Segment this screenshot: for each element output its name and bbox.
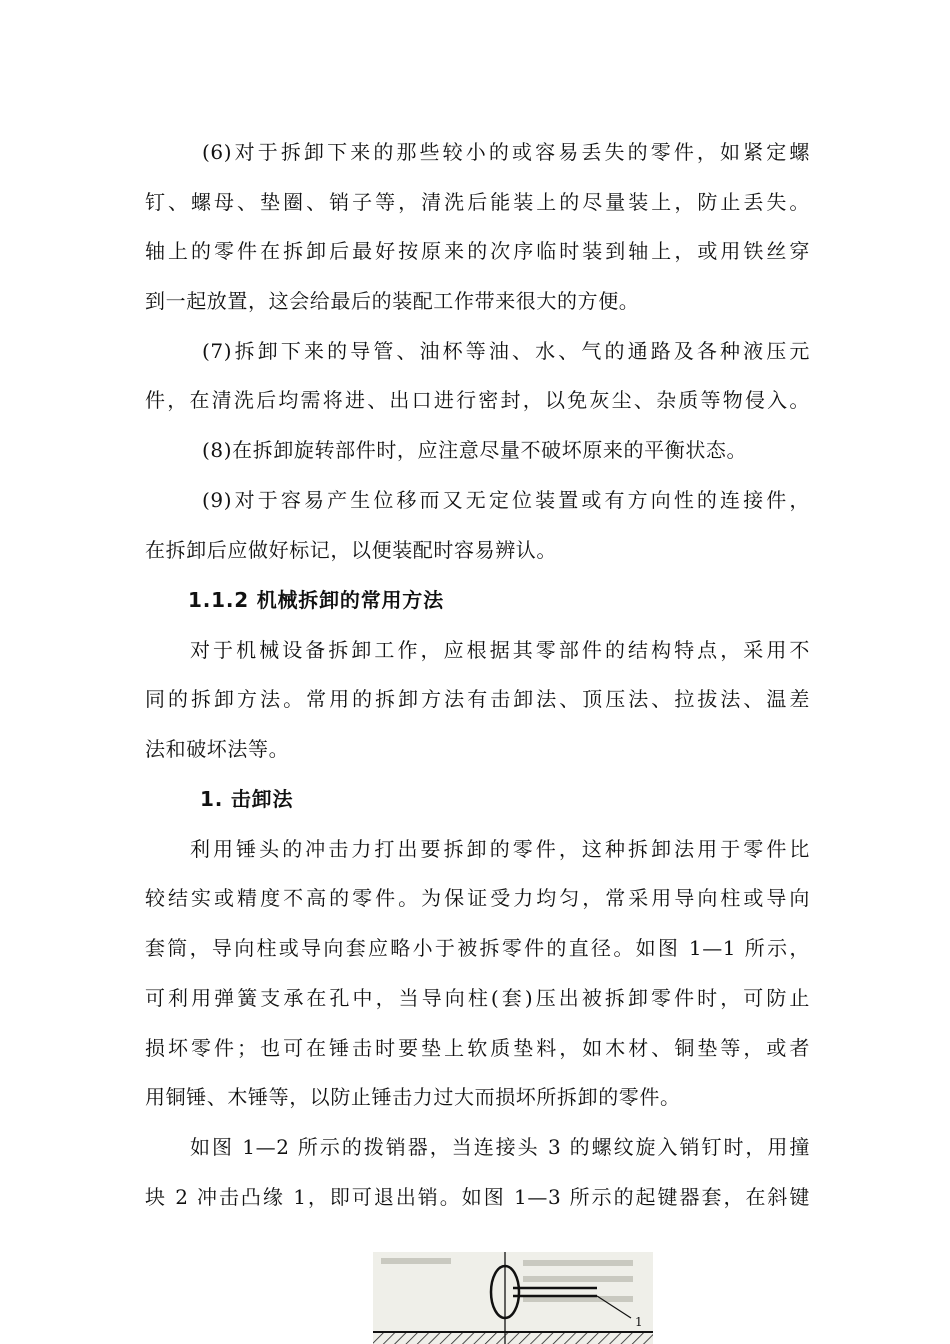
hit-method-line-5: 损坏零件；也可在锤击时要垫上软质垫料，如木材、铜垫等，或者 (145, 1036, 810, 1060)
sub-heading: 1. 击卸法 (200, 787, 294, 811)
figure-ground-hatch (373, 1333, 653, 1344)
figure-illustration (373, 1252, 653, 1344)
figure-drawing (373, 1252, 653, 1344)
pin-puller-line-2: 块 2 冲击凸缘 1，即可退出销。如图 1—3 所示的起键器套，在斜键 (145, 1185, 810, 1209)
paragraph-6-line-2: 钉、螺母、垫圈、销子等，清洗后能装上的尽量装上，防止丢失。 (145, 190, 810, 214)
paragraph-9-line-2: 在拆卸后应做好标记，以便装配时容易辨认。 (145, 538, 557, 562)
intro-line-1: 对于机械设备拆卸工作，应根据其零部件的结构特点，采用不 (190, 638, 810, 662)
intro-line-2: 同的拆卸方法。常用的拆卸方法有击卸法、顶压法、拉拔法、温差 (145, 687, 810, 711)
section-heading: 1.1.2 机械拆卸的常用方法 (188, 588, 444, 612)
hit-method-line-1: 利用锤头的冲击力打出要拆卸的零件，这种拆卸法用于零件比 (190, 837, 810, 861)
hit-method-line-3: 套筒，导向柱或导向套应略小于被拆零件的直径。如图 1—1 所示， (145, 936, 810, 960)
paragraph-9-line-1: (9)对于容易产生位移而又无定位装置或有方向性的连接件， (202, 488, 810, 512)
pin-puller-line-1: 如图 1—2 所示的拨销器，当连接头 3 的螺纹旋入销钉时，用撞 (190, 1135, 810, 1159)
paragraph-6-line-1: (6)对于拆卸下来的那些较小的或容易丢失的零件，如紧定螺 (202, 140, 810, 164)
hit-method-line-4: 可利用弹簧支承在孔中，当导向柱(套)压出被拆卸零件时，可防止 (145, 986, 810, 1010)
hit-method-line-2: 较结实或精度不高的零件。为保证受力均匀，常采用导向柱或导向 (145, 886, 810, 910)
paragraph-7-line-2: 件，在清洗后均需将进、出口进行密封，以免灰尘、杂质等物侵入。 (145, 388, 810, 412)
paragraph-6-line-3: 轴上的零件在拆卸后最好按原来的次序临时装到轴上，或用铁丝穿 (145, 239, 810, 263)
paragraph-7-line-1: (7)拆卸下来的导管、油杯等油、水、气的通路及各种液压元 (202, 339, 810, 363)
figure-callout-label: 1 (635, 1315, 643, 1329)
hit-method-line-6: 用铜锤、木锤等，以防止锤击力过大而损坏所拆卸的零件。 (145, 1085, 681, 1109)
paragraph-8-line-1: (8)在拆卸旋转部件时，应注意尽量不破坏原来的平衡状态。 (202, 438, 748, 462)
paragraph-6-line-4: 到一起放置，这会给最后的装配工作带来很大的方便。 (145, 289, 640, 313)
intro-line-3: 法和破坏法等。 (145, 737, 290, 761)
